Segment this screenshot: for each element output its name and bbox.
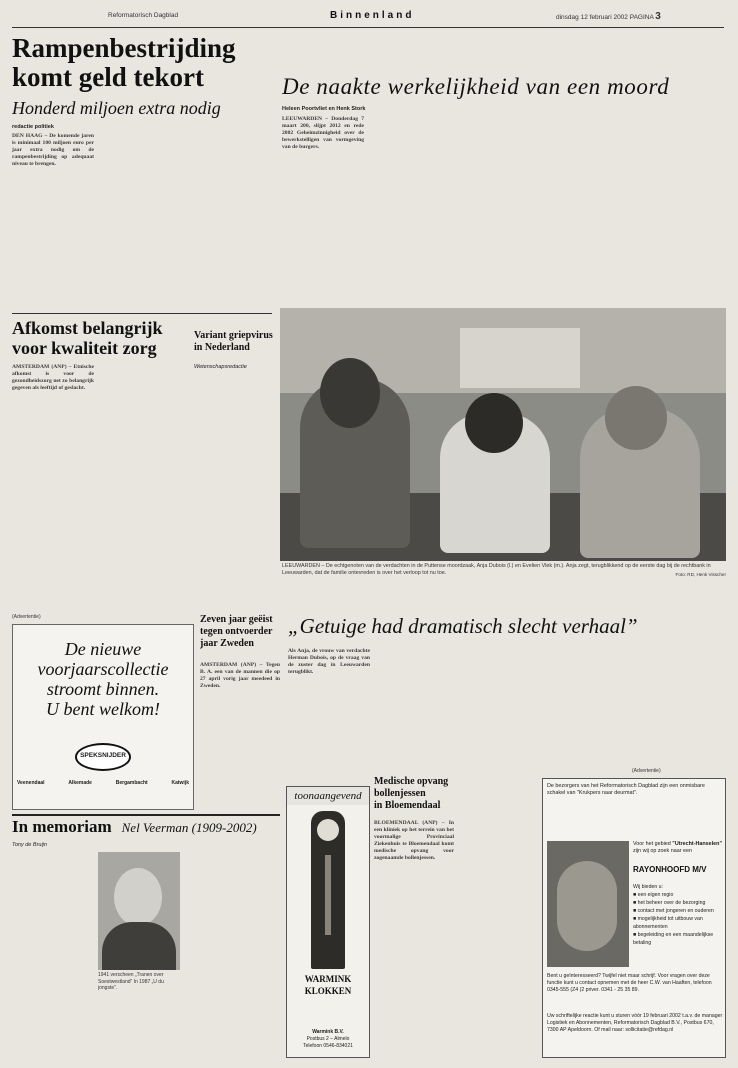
advert-line2: voorjaarscollectie xyxy=(37,659,169,679)
advert-collection xyxy=(12,624,194,810)
article3-rule xyxy=(12,313,272,314)
memoriam-photo-face xyxy=(114,868,162,926)
clock-brand-line2: KLOKKEN xyxy=(304,986,352,996)
article7-body-col1 xyxy=(374,820,454,1058)
article5-headline-line1: Zeven jaar geëist xyxy=(200,614,273,625)
branch-2: Alkemade xyxy=(68,780,92,786)
header-rule xyxy=(12,27,724,28)
article7-lead: BLOEMENDAAL (ANP) – In een kliniek op het terrein van het voormalige Provinciaal Ziekenhuis te Bloemendaal komt medische opvang voor zogenaamde bollenjessen. xyxy=(374,820,454,861)
advert-line3: stroomt binnen. xyxy=(46,679,160,699)
vacancy-region: "Utrecht-Hanselen" xyxy=(672,841,723,847)
clock-advert xyxy=(286,786,370,1058)
article4-headline xyxy=(194,330,276,362)
clock-brand xyxy=(287,973,369,999)
article2-byline: Heleen Poortvliet en Henk Stork xyxy=(282,106,366,112)
photo-window xyxy=(460,328,580,388)
article5-lead: AMSTERDAM (ANP) – Tegen B. A. een van de mannen die op 27 april vorig jaar meedeed in Zweden. xyxy=(200,662,280,689)
photo-caption: LEEUWARDEN – De echtgenoten van de verdachten in de Puttense moordzaak, Anja Dubois (l.) en Evelien Vlek (m.). Anja zegt, terugblikkend op de eerste dag bij de rechtbank in Leeuwarden, dat de familie ontevreden is over het verloop tot nu toe. xyxy=(282,563,711,576)
branch-1: Veenendaal xyxy=(17,780,45,786)
vacancy-region-outro: zijn wij op zoek naar een xyxy=(633,848,693,854)
article7-headline xyxy=(374,776,464,818)
memoriam-photo-caption: 1941 verscheen „Tranen over Soestwestland” In 1987 „U du jongste”. xyxy=(98,972,164,991)
vacancy-task-2-text: het beheer over de bezorging xyxy=(637,900,706,906)
article1-body-col3 xyxy=(184,124,272,305)
article1-headline-line2: komt geld tekort xyxy=(12,62,204,92)
article6-body-col3 xyxy=(460,648,542,764)
clock-phone: Telefoon 0546-834021 xyxy=(303,1043,353,1049)
article7-headline-line1: Medische opvang xyxy=(374,776,449,787)
person-right-head xyxy=(605,386,667,450)
article3-headline-line1: Afkomst belangrijk xyxy=(12,318,163,338)
article1-headline-line1: Rampenbestrijding xyxy=(12,34,236,63)
vacancy-task-2: ■ het beheer over de bezorging xyxy=(633,900,706,906)
vacancy-tasks-intro: Wij bieden u: xyxy=(633,884,663,890)
article7-headline-line2: bollenjessen xyxy=(374,788,426,799)
article5-body xyxy=(200,662,280,810)
trial-photo xyxy=(280,308,726,561)
vacancy-position: RAYONHOOFD M/V xyxy=(633,865,707,874)
vacancy-task-5: ■ begeleiding en een maandelijkse betaling xyxy=(633,932,714,946)
article6-body-col5 xyxy=(632,648,726,764)
article3-body-col3 xyxy=(184,364,266,610)
article7-body-col2 xyxy=(458,776,538,1058)
clock-advert-banner: toonaangevend xyxy=(287,787,369,805)
advert1-label: (Advertentie) xyxy=(12,614,41,620)
vacancy-region-text xyxy=(633,841,723,861)
advert2-label: (Advertentie) xyxy=(632,768,661,774)
article7-headline-line3: in Bloemendaal xyxy=(374,800,441,811)
section-title: Binnenland xyxy=(330,10,415,21)
article2-body-col3 xyxy=(456,106,538,302)
article5-headline-line2: tegen ontvoerder xyxy=(200,626,273,637)
article4-byline: Wetenschapsredactie xyxy=(194,364,247,370)
memoriam-body-col1 xyxy=(12,852,94,1058)
date-and-page-label: dinsdag 12 februari 2002 PAGINA xyxy=(556,14,654,21)
vacancy-task-1-text: een eigen regio xyxy=(637,892,674,898)
article6-headline: „Getuige had dramatisch slecht verhaal” xyxy=(288,614,638,638)
speksnijder-brand: SPEKSNIJDER xyxy=(80,752,126,759)
memoriam-banner xyxy=(12,814,280,838)
branch-3: Bergambacht xyxy=(115,780,148,786)
branch-list xyxy=(17,780,189,806)
vacancy-tasks xyxy=(633,883,723,967)
article2-lead: LEEUWARDEN – Donderdag 7 maart 200, slijpt 2012 en rede 2002 Geheimzinnigheid over de bewerkstelligen van vormgeving van de burgers. xyxy=(282,116,364,150)
vacancy-task-3-text: contact met jongeren en ouderen xyxy=(637,908,714,914)
clock-address xyxy=(287,1029,369,1057)
article6-body-col1 xyxy=(288,648,370,764)
masthead-right xyxy=(556,11,736,23)
article6-body-col2 xyxy=(374,648,456,764)
clock-face xyxy=(317,819,339,841)
vacancy-task-5-text: begeleiding en een maandelijkse betaling xyxy=(633,932,714,946)
advert-line4: U bent welkom! xyxy=(46,699,160,719)
article4-headline-line1: Variant griepvirus xyxy=(194,330,273,341)
vacancy-advert xyxy=(542,778,726,1058)
article1-byline: redactie politiek xyxy=(12,124,54,130)
vacancy-photo xyxy=(547,841,629,967)
article2-body-col4 xyxy=(544,106,626,302)
vacancy-task-4-text: mogelijkheid tot uitbouw van abonnementen xyxy=(633,916,703,930)
article3-body-col2 xyxy=(98,364,180,610)
photo-credit: Foto: RD, Henk Visscher xyxy=(675,572,726,577)
masthead-left: Reformatorisch Dagblad xyxy=(108,12,179,19)
person-left-head xyxy=(320,358,380,428)
clock-icon xyxy=(311,811,345,969)
article2-body-col5 xyxy=(632,106,726,302)
vacancy-intro: De bezorgers van het Reformatorisch Dagblad zijn een onmisbare schakel van "Krukpers naar deurmat". xyxy=(547,783,705,796)
article3-headline-line2: voor kwaliteit zorg xyxy=(12,338,157,358)
person-center-head xyxy=(465,393,523,453)
article2-body-col1 xyxy=(282,116,364,302)
branch-4: Katwijk xyxy=(171,780,189,786)
memoriam-photo-body xyxy=(102,922,176,970)
clock-pendulum xyxy=(325,855,331,935)
article2-body-col2 xyxy=(368,116,450,302)
clock-street: Postbus 2 – Almelo xyxy=(306,1036,350,1042)
article4-headline-line2: in Nederland xyxy=(194,342,250,353)
article1-subtitle: Honderd miljoen extra nodig xyxy=(12,98,221,118)
memoriam-name: Nel Veerman (1909-2002) xyxy=(121,820,257,835)
vacancy-footer1: Bent u geïnteresseerd? Twijfel niet maar schrijf. Voor vragen over deze functie kunt u contact opnemen met de heer C.W. van Haaften, telefoon 0345-555 (Z4 (2 priver. 0341 - 25 35 89. xyxy=(547,973,712,993)
article5-headline xyxy=(200,614,280,658)
article1-headline xyxy=(12,34,274,96)
memoriam-byline: Tony de Bruijn xyxy=(12,842,47,848)
clock-brand-line1: WARMINK xyxy=(304,974,352,984)
vacancy-photo-highlight xyxy=(557,861,617,951)
article6-body-col4 xyxy=(546,648,628,764)
article5-headline-line3: jaar Zweden xyxy=(200,638,254,649)
memoriam-photo xyxy=(98,852,180,970)
clock-company: Warmink B.V. xyxy=(312,1029,344,1035)
page-number: 3 xyxy=(655,11,661,22)
article3-body-col1 xyxy=(12,364,94,610)
vacancy-task-1: ■ een eigen regio xyxy=(633,892,674,898)
vacancy-task-3: ■ contact met jongeren en ouderen xyxy=(633,908,714,914)
vacancy-task-4: ■ mogelijkheid tot uitbouw van abonnementen xyxy=(633,916,703,930)
memoriam-body-col3 xyxy=(184,842,280,1058)
article6-lead: Als Anja, de vrouw van verdachte Herman Dubois, op de vraag van de zuster dag in Leeuwarden terugblikt. xyxy=(288,648,370,675)
article2-headline: De naakte werkelijkheid van een moord xyxy=(282,74,670,99)
article1-lead: DEN HAAG – De komende jaren is minimaal 100 miljoen euro per jaar extra nodig om de rampenbestrijding op adequaat niveau te brengen. xyxy=(12,133,94,167)
article1-body-col1 xyxy=(12,133,94,305)
memoriam-body-col2 xyxy=(98,998,180,1058)
article3-lead: AMSTERDAM (ANP) – Etnische afkomst is voor de gezondheidszorg net zo belangrijk gegeven als leeftijd of geslacht. xyxy=(12,364,94,391)
vacancy-region-intro: Voor het gebied xyxy=(633,841,671,847)
memoriam-title: In memoriam xyxy=(12,817,112,836)
article1-body-col2 xyxy=(98,133,180,305)
advert-text-block xyxy=(13,639,193,739)
advert-line1: De nieuwe xyxy=(64,639,142,659)
vacancy-footer2: Uw schriftelijke reactie kunt u sturen vóór 19 februari 2002 t.a.v. de manager Logistiek en Abonnementen, Reformatorisch Dagblad B.V., Postbus 670, 7300 AP Apeldoorn. Of mail naar: sollicitatie@refdag.nl xyxy=(547,1013,723,1033)
